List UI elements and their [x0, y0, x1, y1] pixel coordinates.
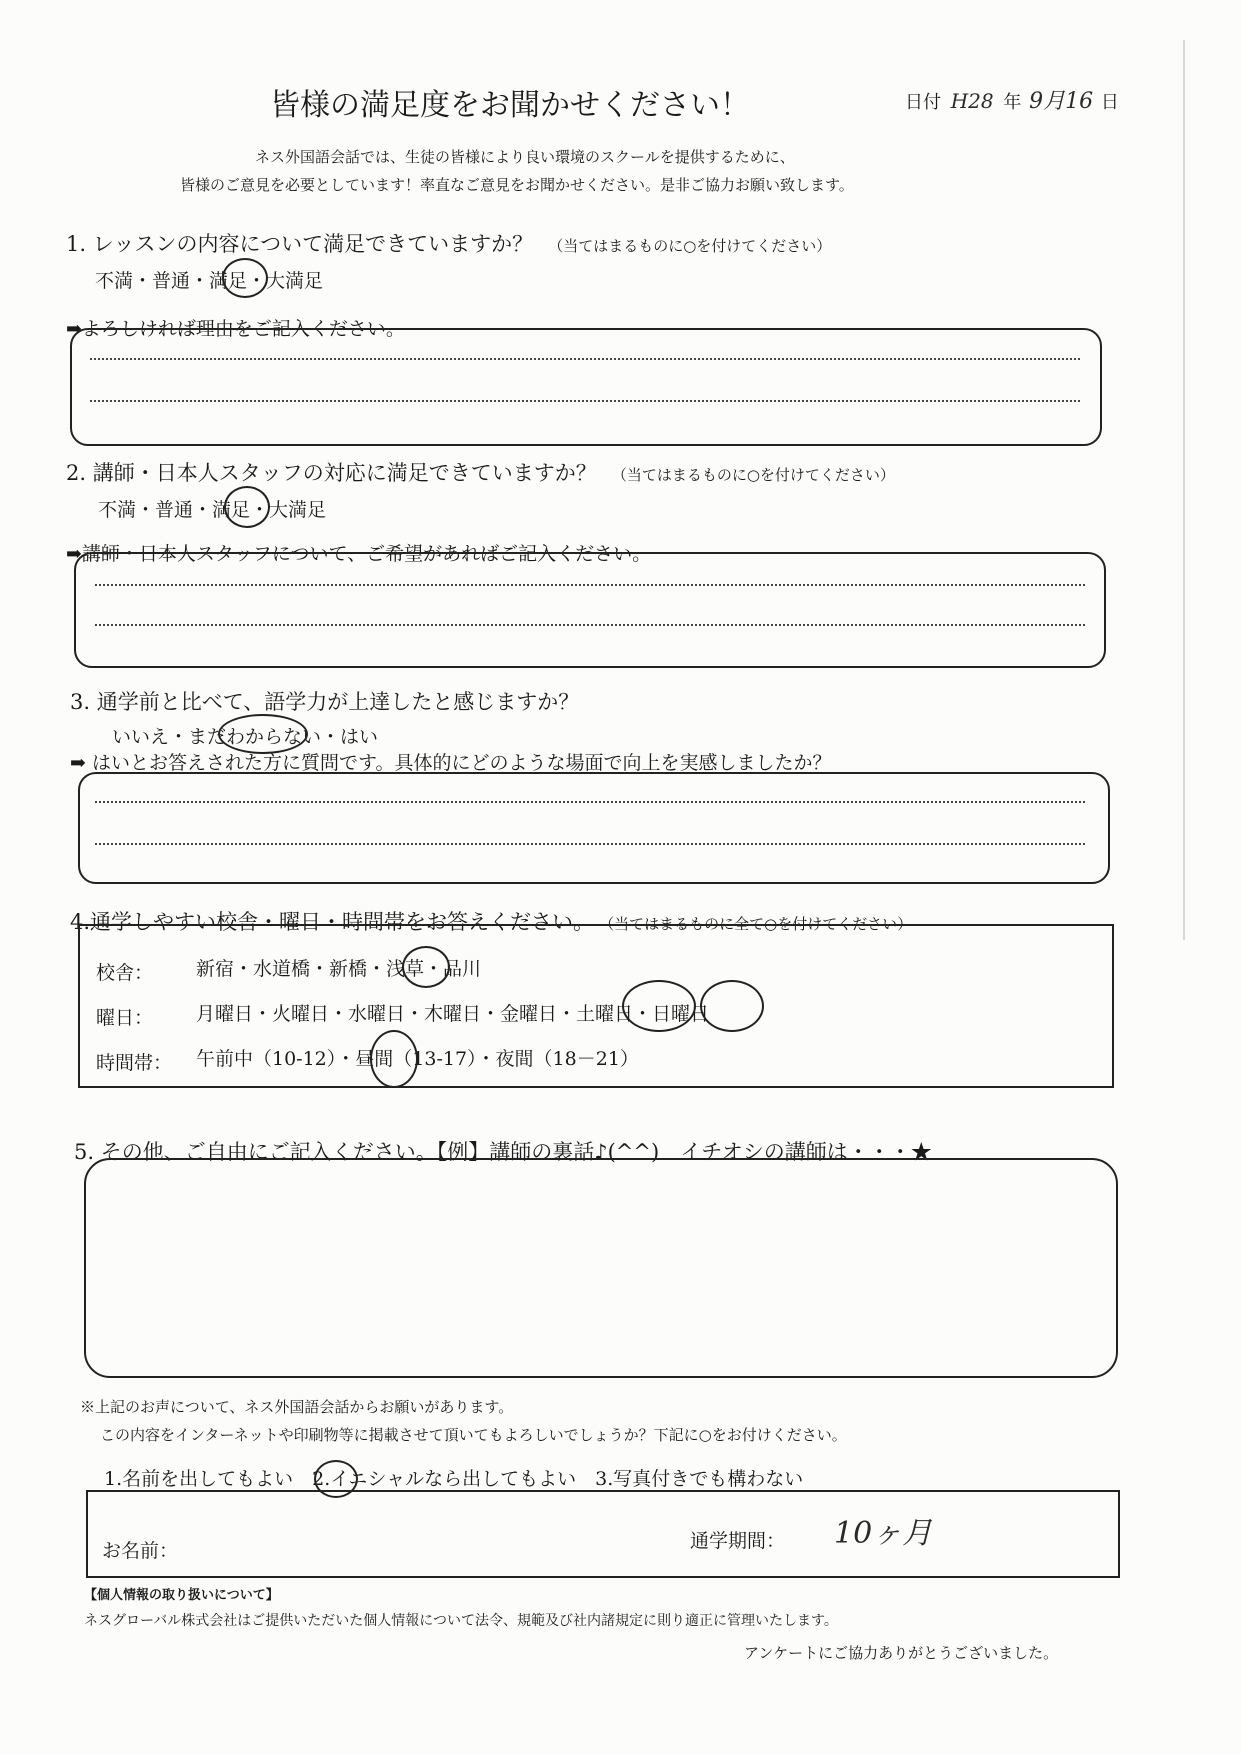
date-field	[905, 84, 1119, 115]
date-era-value: H28	[950, 89, 994, 113]
scan-edge-line	[1183, 40, 1185, 940]
q4-instruction: （当てはまるものに全て○を付けてください）	[599, 915, 913, 933]
period-label: 通学期間：	[690, 1530, 786, 1552]
q4-time-label: 時間帯：	[96, 1052, 173, 1074]
q3-answer-box[interactable]	[78, 772, 1110, 884]
year-label: 年	[1003, 92, 1022, 113]
date-month-day-value: 9月16	[1029, 89, 1094, 114]
q4-circle-daytime	[370, 1030, 418, 1088]
name-value-redacted[interactable]	[190, 1526, 450, 1566]
q2-answer-line-1	[95, 584, 1085, 586]
q2-instruction: （当てはまるものに○を付けてください）	[611, 466, 895, 484]
consent-note: ※上記のお声について、ネス外国語会話からお願いがあります。	[80, 1398, 514, 1416]
q2-followup: ➡講師・日本人スタッフについて、ご希望があればご記入ください。	[66, 543, 652, 565]
page-title: 皆様の満足度をお聞かせください！	[270, 88, 750, 123]
q4-circle-saturday	[622, 980, 696, 1032]
thanks-text: アンケートにご協力ありがとうございました。	[744, 1644, 1059, 1662]
q1-instruction: （当てはまるものに○を付けてください）	[548, 237, 832, 255]
date-label: 日付	[905, 92, 941, 113]
consent-request: この内容をインターネットや印刷物等に掲載させて頂いてもよろしいでしょうか？下記に○をお付けください。	[100, 1426, 847, 1444]
q3-options: いいえ・まだわからない・はい	[112, 726, 379, 748]
q4-day-label: 曜日：	[96, 1007, 154, 1029]
q4-circle-asakusa	[402, 946, 450, 988]
q1-answer-line-2	[90, 400, 1080, 402]
q4-circle-sunday	[700, 980, 764, 1032]
q1-selection-circle	[222, 258, 268, 298]
q1-question-row	[66, 228, 831, 258]
q3-answer-line-1	[95, 801, 1085, 803]
day-label: 日	[1100, 92, 1119, 113]
consent-options[interactable]: 1.名前を出してもよい 2.イニシャルなら出してもよい 3.写真付きでも構わない	[104, 1468, 804, 1490]
q4-time-options[interactable]: 午前中（10-12）・昼間（13-17）・夜間（18－21）	[196, 1048, 639, 1070]
intro-line-1: ネス外国語会話では、生徒の皆様により良い環境のスクールを提供するために、	[255, 148, 795, 166]
q5-free-text-box[interactable]	[84, 1158, 1118, 1378]
q1-question: 1. レッスンの内容について満足できていますか？	[66, 232, 534, 256]
q1-answer-box[interactable]	[70, 328, 1102, 446]
privacy-text: ネスグローバル株式会社はご提供いただいた個人情報について法令、規範及び社内諸規定に則り適正に管理いたします。	[84, 1613, 838, 1629]
q5-question: 5. その他、ご自由にご記入ください。【例】講師の裏話♪(^^) イチオシの講師は・・・★	[74, 1140, 932, 1164]
privacy-heading: 【個人情報の取り扱いについて】	[84, 1588, 279, 1603]
q4-campus-options[interactable]: 新宿・水道橋・新橋・浅草・品川	[196, 958, 482, 980]
q4-question: 4.通学しやすい校舎・曜日・時間帯をお答えください。	[70, 910, 595, 934]
q2-options: 不満・普通・満足・大満足	[98, 499, 327, 521]
q4-day-options[interactable]: 月曜日・火曜日・水曜日・木曜日・金曜日・土曜日・日曜日	[196, 1003, 710, 1025]
name-label: お名前：	[102, 1540, 179, 1562]
q1-answer-line-1	[90, 358, 1080, 360]
q2-selection-circle	[224, 486, 270, 528]
q3-followup: ➡ はいとお答えされた方に質問です。具体的にどのような場面で向上を実感しましたか？	[70, 752, 832, 774]
q3-question: 3. 通学前と比べて、語学力が上達したと感じますか？	[70, 690, 580, 714]
intro-line-2: 皆様のご意見を必要としています！率直なご意見をお聞かせください。是非ご協力お願い致します。	[180, 176, 854, 194]
q3-answer-line-2	[95, 843, 1085, 845]
q2-answer-line-2	[95, 624, 1085, 626]
q4-campus-label: 校舎：	[96, 962, 154, 984]
q2-answer-box[interactable]	[74, 552, 1106, 668]
q2-question: 2. 講師・日本人スタッフの対応に満足できていますか？	[66, 461, 597, 485]
q1-followup: ➡よろしければ理由をご記入ください。	[66, 318, 405, 340]
q1-options: 不満・普通・満足・大満足	[95, 270, 324, 292]
period-value: 10ヶ月	[834, 1516, 933, 1551]
q2-question-row	[66, 457, 895, 487]
